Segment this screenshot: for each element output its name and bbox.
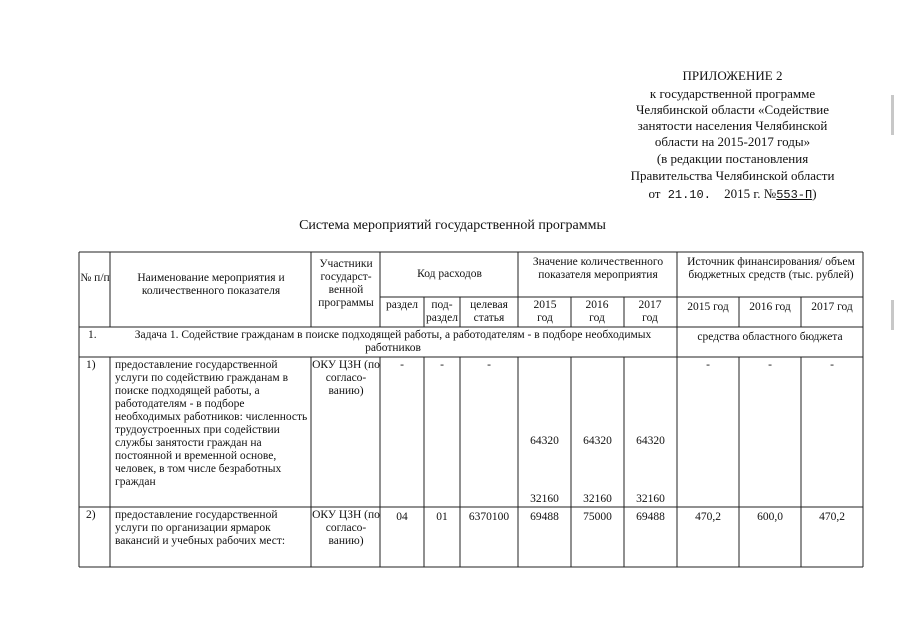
date-prefix: от — [648, 186, 661, 201]
header-subsection: под-раздел — [426, 299, 458, 324]
header-target-item: целевая статья — [470, 299, 508, 324]
row2-name: предоставление государственной услуги по организации ярмарок вакансий и учебных рабочих мест: — [115, 509, 286, 547]
row2-participant: ОКУ ЦЗН (по согласо-ванию) — [312, 509, 380, 547]
row2-target-item: 6370100 — [468, 511, 510, 523]
row1-fin-2017: - — [830, 359, 834, 371]
row2-value-2016: 75000 — [583, 511, 612, 523]
scan-artifact — [891, 300, 894, 330]
row2-fin-2017: 470,2 — [819, 511, 845, 523]
appendix-line: области на 2015-2017 годы» — [654, 134, 811, 149]
task-text: Задача 1. Содействие гражданам в поиске подходящей работы, а работодателям - в подборе необходимых работников — [134, 329, 652, 354]
row1-value-2015-total: 64320 — [530, 435, 559, 447]
doc-number: 553-П — [776, 188, 813, 202]
row1-value-2016-unemployed: 32160 — [583, 493, 612, 505]
header-year-2015: 2015 год — [533, 299, 557, 324]
appendix-line: к государственной программе — [649, 86, 816, 101]
date-suffix: ) — [812, 186, 817, 201]
header-year-2016: 2016 год — [585, 299, 609, 324]
row1-value-2017-unemployed: 32160 — [636, 493, 665, 505]
row1-num: 1) — [86, 359, 96, 371]
header-financing: Источник финансирования/ объем бюджетных средств (тыс. рублей) — [687, 256, 855, 281]
document-title: Система мероприятий государственной программы — [299, 218, 606, 233]
header-year-2017: 2017 год — [638, 299, 662, 324]
date-year: 2015 г. № — [724, 186, 777, 201]
date-day: 21.10. — [667, 188, 711, 202]
appendix-line: занятости населения Челябинской — [637, 118, 828, 133]
row1-fin-2016: - — [768, 359, 772, 371]
header-fin-2016: 2016 год — [749, 301, 791, 313]
task-funding-source: средства областного бюджета — [697, 331, 843, 343]
row1-section: - — [400, 359, 404, 371]
header-fin-2015: 2015 год — [687, 301, 729, 313]
row2-section: 04 — [396, 511, 408, 523]
row2-fin-2015: 470,2 — [695, 511, 721, 523]
appendix-line: (в редакции постановления — [656, 151, 809, 166]
appendix-line: Челябинской области «Содействие — [635, 102, 829, 117]
header-fin-2017: 2017 год — [811, 301, 853, 313]
task-num: 1. — [88, 329, 97, 341]
header-name: Наименование мероприятия и количественного показателя — [137, 272, 285, 297]
row1-name: предоставление государственной услуги по содействию гражданам в поиске подходящей работы, а работодателям - в подборе необходимых работников: численность трудоустроенных при содействии службы занятости граждан на постоянной и временной основе, человек, в том числе безработных граждан — [115, 359, 308, 488]
row1-participant: ОКУ ЦЗН (по согласо-ванию) — [312, 359, 380, 397]
row1-value-2016-total: 64320 — [583, 435, 612, 447]
row1-fin-2015: - — [706, 359, 710, 371]
appendix-title: ПРИЛОЖЕНИЕ 2 — [682, 68, 783, 83]
header-num: № п/п — [80, 272, 110, 284]
header-participants: Участники государст-венной программы — [318, 258, 374, 309]
row2-fin-2016: 600,0 — [757, 511, 783, 523]
row1-value-2017-total: 64320 — [636, 435, 665, 447]
row2-num: 2) — [86, 509, 96, 521]
row2-value-2015: 69488 — [530, 511, 559, 523]
row2-value-2017: 69488 — [636, 511, 665, 523]
header-expense-code: Код расходов — [417, 268, 482, 280]
row1-target-item: - — [487, 359, 491, 371]
header-indicator: Значение количественного показателя мероприятия — [532, 256, 664, 281]
appendix-line: Правительства Челябинской области — [630, 168, 835, 183]
scan-artifact — [891, 95, 894, 135]
row1-value-2015-unemployed: 32160 — [530, 493, 559, 505]
row2-subsection: 01 — [436, 511, 448, 523]
header-section: раздел — [386, 299, 418, 311]
row1-subsection: - — [440, 359, 444, 371]
